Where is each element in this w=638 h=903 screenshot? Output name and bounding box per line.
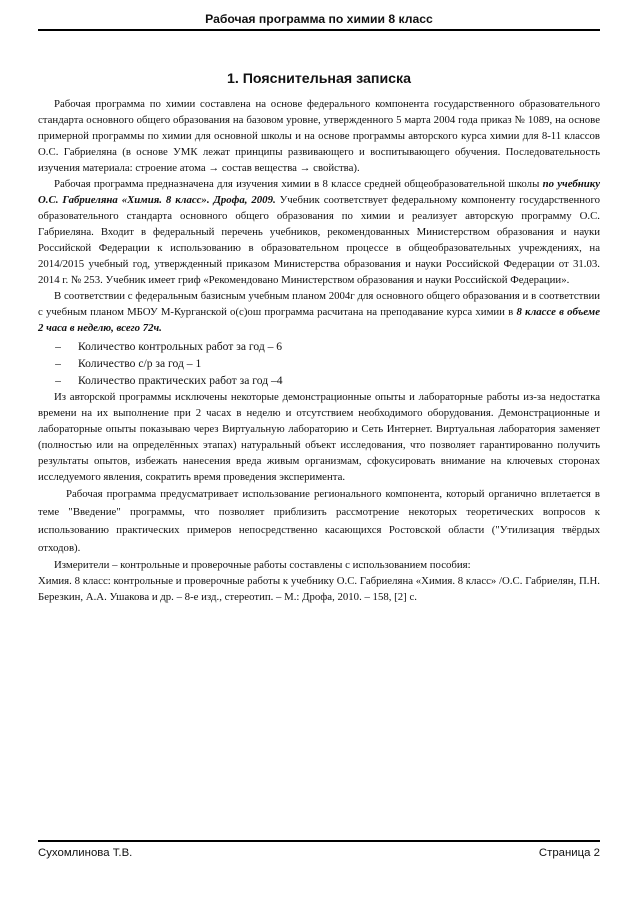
- document-body: [38, 96, 600, 605]
- running-header: Рабочая программа по химии 8 класс: [38, 9, 600, 31]
- section-title: 1. Пояснительная записка: [226, 71, 412, 87]
- paragraph-2-end: Учебник соответствует федеральному компоненту государственного образовательного стандарта основного общего образования по химии и реализует авторскую программу О.С. Габриеляна. Входит в федеральный перечень учебников, рекомендованных Министерством образования и науки Российской Федерации к использованию в образовательном процессе в общеобразовательных учреждениях, на 2014/2015 учебный год, утвержденный приказом Министерства образования и науки Российской Федерации от 31.03. 2014 г. № 253. Учебник имеет гриф «Рекомендовано Министерством образования и науки Российской Федерации».: [38, 194, 601, 286]
- list-item: – Количество с/р за год – 1: [38, 355, 600, 372]
- paragraph-2-start: Рабочая программа предназначена для изучения химии в 8 классе средней общеобразовательной школы: [54, 178, 543, 190]
- list-marker: –: [55, 357, 61, 370]
- list-item: – Количество практических работ за год –4: [38, 372, 600, 389]
- footer-page-number: Страница 2: [538, 847, 600, 859]
- paragraph-1: Рабочая программа по химии составлена на основе федерального компонента государственного образовательного стандарта основного общего образования на базовом уровне, утвержденного 5 марта 2004 года приказ № 1089, на основе примерной программы по химии для основной школы и на основе программы авторского курса химии для 8-11 классов О.С. Габриеляна (в основе УМК лежат принципы развивающего и воспитывающего обучения. Последовательность изучения материала: строение атома → состав вещества → свойства).: [38, 98, 600, 174]
- list-item: – Количество контрольных работ за год – 6: [38, 338, 600, 355]
- work-count-list: [38, 338, 600, 389]
- paragraph-4: Из авторской программы исключены некоторые демонстрационные опыты и лабораторные работы из-за недостатка времени на их выполнение при 2 часах в неделю и отсутствием необходимого оборудования. Демонстрационные и лабораторные опыты показываю через Виртуальную лабораторию и Сеть Интернет. Виртуальная лаборатория заменяет (полностью или на определённых этапах) натуральный объект исследования, что позволяет гарантированно получить результаты опытов, избежать нанесения вреда живым организмам, сфокусировать внимание на ключевых сторонах исследуемого явления, сократить время проведения эксперимента.: [38, 391, 600, 483]
- hours-emphasis: 8 классе в объеме 2 часа в неделю, всего 72ч.: [38, 306, 600, 334]
- list-marker: –: [55, 374, 61, 387]
- paragraph-2: [38, 176, 600, 288]
- paragraph-5: Рабочая программа предусматривает использование регионального компонента, который органично вплетается в теме "Введение" программы, что позволяет приблизить рассмотрение некоторых теоретических вопросов к использованию практических примеров непосредственно касающихся Ростовской области ("Утилизация твёрдых отходов).: [38, 488, 600, 554]
- paragraph-7: Химия. 8 класс: контрольные и проверочные работы к учебнику О.С. Габриеляна «Химия. 8 класс» /О.С. Габриелян, П.Н. Березкин, А.А. Ушакова и др. – 8-е изд., стереотип. – М.: Дрофа, 2010. – 158, [2] с.: [38, 575, 600, 603]
- running-footer: [38, 840, 600, 864]
- footer-author: Сухомлинова Т.В.: [38, 847, 133, 859]
- paragraph-6: Измерители – контрольные и проверочные работы составлены с использованием пособия:: [54, 559, 471, 571]
- paragraph-3: [38, 288, 600, 336]
- textbook-reference: по учебнику О.С. Габриеляна «Химия. 8 класс». Дрофа, 2009.: [38, 178, 600, 206]
- list-marker: –: [55, 340, 61, 353]
- paragraph-3-start: В соответствии с федеральным базисным учебным планом 2004г для основного общего образования и в соответствии с учебным планом МБОУ М-Курганской о(с)ош программа расчитана на преподавание курса химии в: [38, 290, 600, 318]
